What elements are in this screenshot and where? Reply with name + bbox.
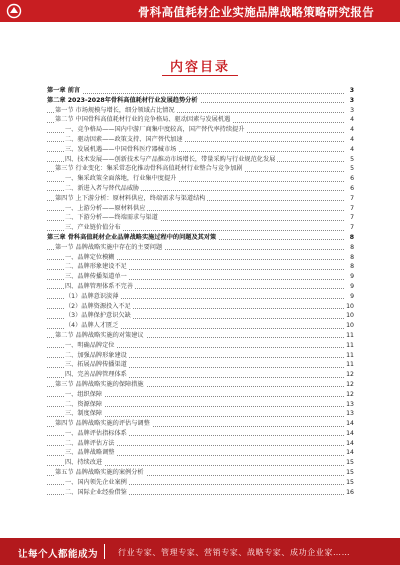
toc-entry-title: 一、国内领先企业案例 — [65, 478, 127, 486]
toc-entry-title: 一、品牌评估指标体系 — [65, 429, 127, 437]
toc-entry-page: 7 — [344, 204, 354, 214]
toc-entry-title: 二、加强品牌形象建设 — [65, 351, 127, 359]
toc-entry[interactable] — [47, 331, 354, 341]
toc-entry-title: 三、产业链价值分布 — [65, 224, 121, 232]
toc-entry-page: 5 — [344, 164, 354, 174]
toc-entry-title: 四、品牌管理体系不完善 — [65, 282, 134, 290]
toc-entry-title: 第二节 品牌战略实施的对策建议 — [55, 331, 144, 339]
toc-entry-page: 11 — [344, 360, 354, 370]
toc-entry-page: 3 — [344, 106, 354, 116]
toc-entry-title: 第三章 骨科高值耗材企业品牌战略实施过程中的问题及其对策 — [47, 233, 217, 241]
toc-entry[interactable] — [47, 439, 354, 449]
toc-entry[interactable] — [47, 458, 354, 468]
toc-entry[interactable] — [47, 135, 354, 145]
toc-entry-title: 第三节 品牌战略实施的保障措施 — [55, 380, 144, 388]
toc-entry-page: 9 — [344, 292, 354, 302]
toc-entry-title: 第一章 前言 — [47, 87, 81, 94]
toc-entry[interactable] — [47, 115, 354, 125]
toc-entry-page: 13 — [344, 409, 354, 419]
toc-entry-page: 13 — [344, 400, 354, 410]
toc-entry[interactable] — [47, 488, 354, 498]
toc-entry[interactable] — [47, 213, 354, 223]
report-title: 骨科高值耗材企业实施品牌战略策略研究报告 — [138, 5, 374, 19]
toc-entry[interactable] — [47, 233, 354, 243]
toc-entry[interactable] — [47, 429, 354, 439]
toc-entry-title: 三、发展机遇——中国骨科医疗器械市场 — [65, 145, 177, 153]
toc-entry[interactable] — [47, 86, 354, 96]
toc-entry[interactable] — [47, 292, 354, 302]
toc-entry-title: 二、品牌评估方法 — [65, 439, 115, 447]
toc-entry-title: 一、组织保障 — [65, 390, 103, 398]
toc-entry[interactable] — [47, 448, 354, 458]
toc-entry-title: 四、持续改进 — [65, 459, 103, 467]
toc-entry[interactable] — [47, 174, 354, 184]
toc-entry-page: 8 — [344, 243, 354, 253]
toc-entry-page: 9 — [344, 272, 354, 282]
toc-entry[interactable] — [47, 409, 354, 419]
toc-entry-title: 第二章 2023-2028年骨科高值耗材行业发展趋势分析 — [47, 96, 198, 104]
footer-band — [0, 538, 400, 565]
toc-entry[interactable] — [47, 194, 354, 204]
toc-entry-title: （4）品牌人才匮乏 — [65, 322, 119, 330]
toc-entry-page: 10 — [344, 321, 354, 331]
toc-entry-title: 第四节 品牌战略实施的评估与调整 — [55, 420, 150, 428]
toc-entry-page: 11 — [344, 331, 354, 341]
toc-entry[interactable] — [47, 468, 354, 478]
toc-entry-title: （2）品牌资源投入不足 — [65, 302, 131, 310]
toc-entry[interactable] — [47, 155, 354, 165]
toc-entry-page: 7 — [344, 223, 354, 233]
toc-entry-page: 14 — [344, 448, 354, 458]
toc-entry-title: 二、新进入者与替代品威胁 — [65, 184, 140, 192]
toc-entry[interactable] — [47, 400, 354, 410]
toc-entry-page: 12 — [344, 390, 354, 400]
toc-entry-title: 第五节 品牌战略实施的案例分析 — [55, 469, 144, 477]
toc-entry-page: 8 — [344, 253, 354, 263]
toc-entry[interactable] — [47, 419, 354, 429]
toc-entry[interactable] — [47, 370, 354, 380]
toc-heading: 内容目录 — [169, 60, 230, 75]
toc-entry-page: 3 — [344, 96, 354, 106]
toc-entry-title: 二、驱动因素——政策支持、国产替代加速 — [65, 135, 183, 143]
toc-entry[interactable] — [47, 223, 354, 233]
toc-entry-title: 第三节 行业变化：集采常态化推动骨科高值耗材行业整合与竞争加剧 — [55, 165, 243, 173]
toc-entry-page: 11 — [344, 351, 354, 361]
table-of-contents — [47, 86, 354, 497]
toc-entry-page: 7 — [344, 213, 354, 223]
toc-entry-title: 一、明确品牌定位 — [65, 341, 115, 349]
toc-entry[interactable] — [47, 106, 354, 116]
toc-entry-title: 第一节 品牌战略实施中存在的主要问题 — [55, 243, 163, 251]
header-band — [0, 0, 400, 22]
toc-entry-page: 4 — [344, 115, 354, 125]
toc-entry-title: 二、品牌形象建设不足 — [65, 263, 127, 271]
toc-entry-page: 8 — [344, 233, 354, 243]
toc-entry-title: 第二节 中国骨科高值耗材行业的竞争格局、驱动因素与发展机遇 — [55, 116, 231, 124]
toc-entry-page: 12 — [344, 370, 354, 380]
toc-entry-page: 11 — [344, 341, 354, 351]
toc-entry[interactable] — [47, 204, 354, 214]
toc-entry-title: 一、上游分析——原材料供应 — [65, 204, 146, 212]
toc-entry-title: 二、资源保障 — [65, 400, 103, 408]
footer-divider — [104, 544, 105, 559]
toc-entry-page: 9 — [344, 282, 354, 292]
toc-entry[interactable] — [47, 321, 354, 331]
toc-entry-page: 10 — [344, 302, 354, 312]
toc-entry-page: 3 — [344, 86, 354, 96]
toc-entry[interactable] — [47, 272, 354, 282]
toc-entry-page: 4 — [344, 145, 354, 155]
toc-entry-title: 四、技术发展——创新技术与产品推动市场增长，带量采购与行业规范化发展 — [65, 155, 276, 163]
toc-entry[interactable] — [47, 360, 354, 370]
footer-slogan: 让每个人都能成为 — [18, 549, 99, 560]
toc-entry-title: 第四节 上下游分析：原材料供应，终端需求与渠道结构 — [55, 194, 206, 202]
toc-entry-title: 一、品牌定位模糊 — [65, 253, 115, 261]
toc-entry-page: 6 — [344, 174, 354, 184]
toc-entry-title: 三、制度保障 — [65, 410, 103, 418]
toc-entry-title: 第一节 市场规模与增长，细分领域占比情况 — [55, 106, 175, 114]
toc-entry[interactable] — [47, 96, 354, 106]
toc-entry-title: 二、国际企业经验借鉴 — [65, 488, 127, 496]
toc-entry[interactable] — [47, 341, 354, 351]
toc-entry-page: 4 — [344, 125, 354, 135]
toc-entry-page: 14 — [344, 439, 354, 449]
toc-entry[interactable] — [47, 262, 354, 272]
toc-entry-page: 14 — [344, 419, 354, 429]
toc-entry-title: 三、品牌战略调整 — [65, 449, 115, 457]
toc-entry-page: 4 — [344, 135, 354, 145]
toc-entry[interactable] — [47, 390, 354, 400]
toc-entry[interactable] — [47, 380, 354, 390]
toc-entry[interactable] — [47, 311, 354, 321]
toc-entry-page: 14 — [344, 429, 354, 439]
toc-entry-title: 三、品牌传播渠道单一 — [65, 273, 127, 281]
toc-entry-title: 四、完善品牌管理体系 — [65, 371, 127, 379]
toc-entry-page: 5 — [344, 155, 354, 165]
toc-entry-page: 15 — [344, 478, 354, 488]
heading-divider — [162, 75, 238, 76]
toc-entry[interactable] — [47, 125, 354, 135]
toc-entry-page: 6 — [344, 184, 354, 194]
toc-entry[interactable] — [47, 145, 354, 155]
toc-entry-title: 三、拓展品牌传播渠道 — [65, 361, 127, 369]
toc-entry[interactable] — [47, 253, 354, 263]
toc-entry-page: 12 — [344, 380, 354, 390]
toc-entry[interactable] — [47, 478, 354, 488]
toc-entry[interactable] — [47, 282, 354, 292]
toc-entry-title: 一、集采政策全面落地，行业集中度提升 — [65, 175, 177, 183]
toc-entry-title: （3）品牌保护意识欠缺 — [65, 312, 131, 320]
toc-entry[interactable] — [47, 243, 354, 253]
toc-entry-title: 二、下游分析——终端需求与渠道 — [65, 214, 158, 222]
dot-leader — [47, 93, 344, 94]
toc-entry-page: 15 — [344, 468, 354, 478]
toc-entry-page: 15 — [344, 458, 354, 468]
brand-logo-icon — [6, 3, 22, 19]
toc-entry-title: 一、竞争格局——国内中游厂商集中度较高，国产替代率持续提升 — [65, 126, 245, 134]
toc-entry-page: 7 — [344, 194, 354, 204]
toc-entry-title: （1）品牌意识淡薄 — [65, 292, 119, 300]
toc-entry[interactable] — [47, 164, 354, 174]
toc-entry[interactable] — [47, 184, 354, 194]
toc-entry[interactable] — [47, 302, 354, 312]
toc-entry-page: 16 — [344, 488, 354, 498]
toc-entry[interactable] — [47, 351, 354, 361]
footer-roles: 行业专家、管理专家、营销专家、战略专家、成功企业家…… — [118, 548, 351, 557]
toc-entry-page: 8 — [344, 262, 354, 272]
toc-entry-page: 10 — [344, 311, 354, 321]
